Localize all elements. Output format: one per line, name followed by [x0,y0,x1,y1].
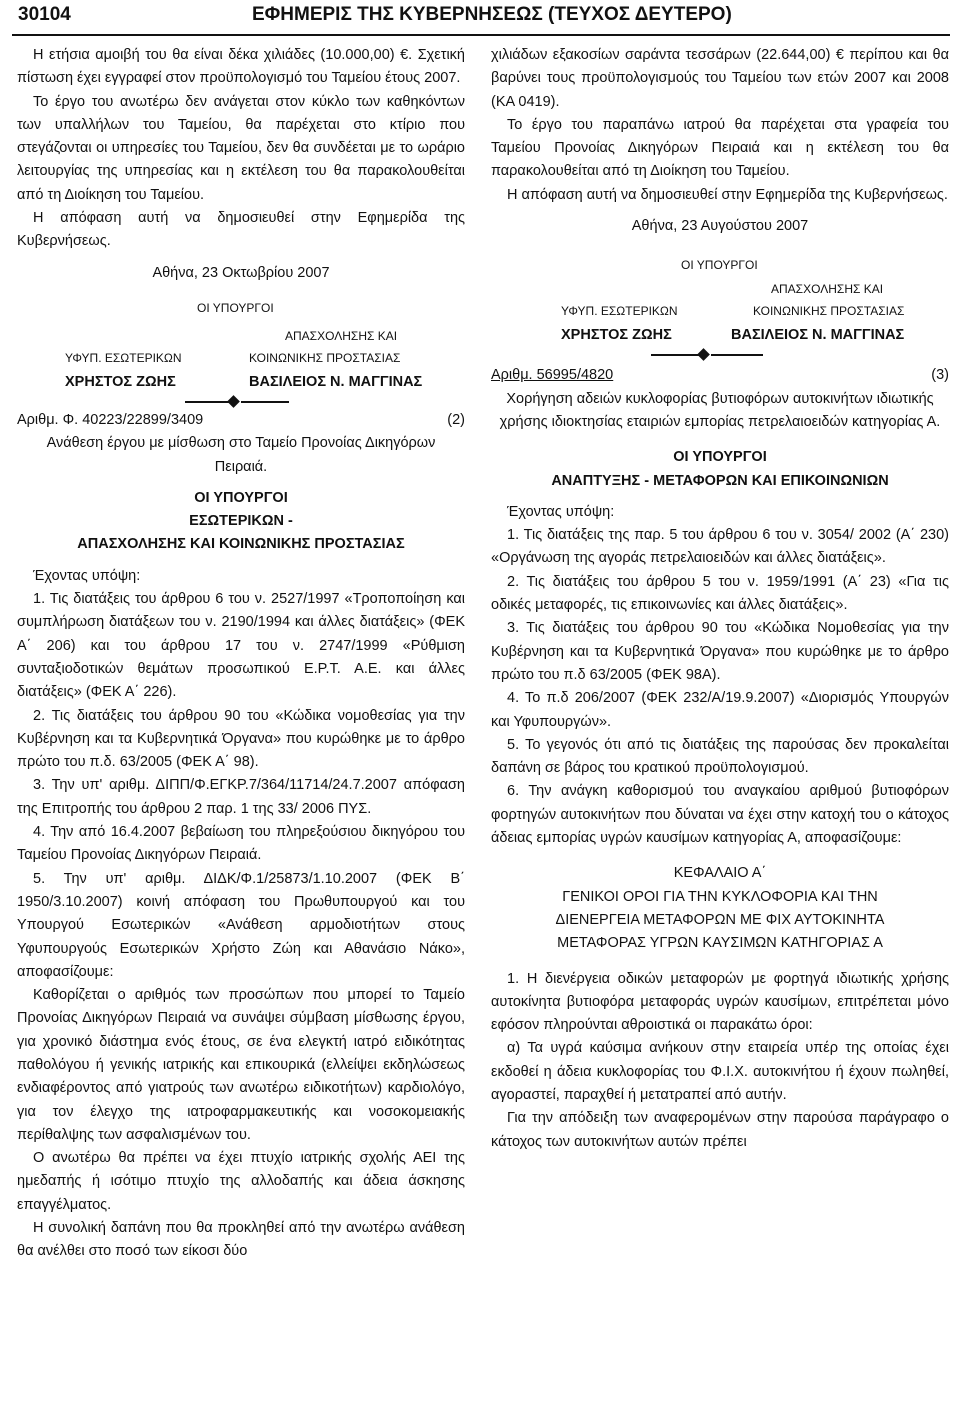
list-item: 5. Την υπ' αριθμ. ΔΙΔΚ/Φ.1/25873/1.10.2007 (ΦΕΚ Β΄ 1950/3.10.2007) κοινή απόφαση του Πρωθυπουργού και του Υπουργού Εσωτερικών «Ανάθεση αρμοδιοτήτων στους Υφυπουργούς Εσωτερικών Χρήστο Ζώη και Αθανάσιο Νάκο», αποφασίζουμε: [17,870,465,980]
heading: ΑΝΑΠΤΥΞΗΣ - ΜΕΤΑΦΟΡΩΝ ΚΑΙ ΕΠΙΚΟΙΝΩΝΙΩΝ [551,472,889,489]
signing-date: Αθήνα, 23 Αυγούστου 2007 [631,218,809,235]
decision-title: Χορήγηση αδειών κυκλοφορίας βυτιοφόρων αυτοκινήτων ιδιωτικής χρήσης ιδιοκτησίας εταιριών εμπορίας πετρελαιοειδών κατηγορίας Α. [499,390,941,430]
right-column [491,44,949,1154]
chapter-title: ΓΕΝΙΚΟΙ ΟΡΟΙ ΓΙΑ ΤΗΝ ΚΥΚΛΟΦΟΡΙΑ ΚΑΙ ΤΗΝ [562,888,878,905]
ministry-label: ΥΦΥΠ. ΕΣΩΤΕΡΙΚΩΝ [65,350,182,365]
list-item: 2. Τις διατάξεις του άρθρου 5 του ν. 1959/1991 (Α΄ 23) «Για τις οδικές μεταφορές, τις επικοινωνίες και άλλες διατάξεις». [491,573,949,614]
having-regard: Έχοντας υπόψη: [33,567,141,584]
heading: ΑΠΑΣΧΟΛΗΣΗΣ ΚΑΙ ΚΟΙΝΩΝΙΚΗΣ ΠΡΟΣΤΑΣΙΑΣ [77,536,405,553]
decision-number-row [17,409,465,432]
signature-block [491,238,949,346]
list-item: 5. Το γεγονός ότι από τις διατάξεις της παρούσας δεν προκαλείται δαπάνη σε βάρος του κρατικού προϋπολογισμού. [491,736,949,777]
signing-date: Αθήνα, 23 Οκτωβρίου 2007 [152,264,330,281]
list-item: 3. Τις διατάξεις του άρθρου 90 του «Κώδικα Νομοθεσίας για την Κυβέρνηση και τα Κυβερνητικά Όργανα» που κυρώθηκε με το άρθρο πρώτο του π.δ 63/2005 (ΦΕΚ 98Α). [491,620,949,683]
signatory-name: ΒΑΣΙΛΕΙΟΣ Ν. ΜΑΓΓΙΝΑΣ [731,327,905,344]
list-item: 3. Την υπ' αριθμ. ΔΙΠΠ/Φ.ΕΓΚΡ.7/364/11714/24.7.2007 απόφαση της Επιτροπής του άρθρου 2 παρ. 1 της 33/ 2006 ΠΥΣ. [17,777,465,817]
paragraph: Ο ανωτέρω θα πρέπει να έχει πτυχίο ιατρικής σχολής ΑΕΙ της ημεδαπής ή ισότιμο πτυχίο της αλλοδαπής και άδεια άσκησης επαγγέλματος. [17,1150,465,1213]
section-divider [491,346,949,364]
heading: ΕΣΩΤΕΡΙΚΩΝ - [189,513,293,530]
gazette-title: ΕΦΗΜΕΡΙΣ ΤΗΣ ΚΥΒΕΡΝΗΣΕΩΣ (ΤΕΥΧΟΣ ΔΕΥΤΕΡΟ) [252,4,732,25]
signatory-name: ΒΑΣΙΛΕΙΟΣ Ν. ΜΑΓΓΙΝΑΣ [249,373,423,390]
decision-number: Αριθμ. Φ. 40223/22899/3409 [17,411,204,428]
ministry-label: ΥΦΥΠ. ΕΣΩΤΕΡΙΚΩΝ [561,304,678,319]
paragraph: Η απόφαση αυτή να δημοσιευθεί στην Εφημερίδα της Κυβερνήσεως. [17,210,465,250]
section-divider [17,389,465,409]
signatories-label: ΟΙ ΥΠΟΥΡΓΟΙ [681,258,758,273]
ministry-label: ΚΟΙΝΩΝΙΚΗΣ ΠΡΟΣΤΑΣΙΑΣ [249,350,401,365]
signature-block [17,285,465,389]
decision-index: (2) [447,411,465,428]
list-item: 1. Τις διατάξεις του άρθρου 6 του ν. 2527/1997 «Τροποποίηση και συμπλήρωση διατάξεων του ν. 2190/1994 και άλλες διατάξεις» (ΦΕΚ Α΄ 206) και του άρθρου 17 του ν. 2747/1999 «Ρύθμιση συνταξιοδοτικών θεμάτων προσωπικού Ε.Ρ.Τ. Α.Ε. και άλλες διατάξεις» (ΦΕΚ Α΄ 226). [17,591,465,701]
decision-number-row [491,364,949,387]
signatory-name: ΧΡΗΣΤΟΣ ΖΩΗΣ [561,327,672,344]
paragraph: χιλιάδων εξακοσίων σαράντα τεσσάρων (22.644,00) € περίπου και θα βαρύνει τους προϋπολογισμούς του Ταμείου των ετών 2007 και 2008 (ΚΑ 0419). [491,47,949,110]
article-paragraph: Για την απόδειξη των αναφερομένων στην παρούσα παράγραφο ο κάτοχος των αυτοκινήτων αυτών πρέπει [491,1110,949,1150]
having-regard: Έχοντας υπόψη: [507,503,615,520]
article-paragraph: 1. Η διενέργεια οδικών μεταφορών με φορτηγά ιδιωτικής χρήσης αυτοκίνητα βυτιοφόρα μεταφοράς υγρών καυσίμων, επιτρέπεται μόνο εφόσον πληρούνται αθροιστικά οι παρακάτω όροι: [491,970,949,1034]
chapter-title: ΜΕΤΑΦΟΡΑΣ ΥΓΡΩΝ ΚΑΥΣΙΜΩΝ ΚΑΤΗΓΟΡΙΑΣ Α [557,935,883,952]
list-item: 2. Τις διατάξεις του άρθρου 90 του «Κώδικα νομοθεσίας για την Κυβέρνηση και τα Κυβερνητικά Όργανα» που κυρώθηκε με το άρθρο πρώτο του π.δ. 63/2005 (ΦΕΚ Α΄ 98). [17,707,465,771]
left-column [17,44,465,1264]
paragraph: Η ετήσια αμοιβή του θα είναι δέκα χιλιάδες (10.000,00) €. Σχετική πίστωση έχει εγγραφεί στον προϋπολογισμό του Ταμείου έτους 2007. [17,47,465,87]
decision-title: Ανάθεση έργου με μίσθωση στο Ταμείο Προνοίας Δικηγόρων Πειραιά. [46,435,436,475]
paragraph: Καθορίζεται ο αριθμός των προσώπων που μπορεί το Ταμείο Προνοίας Δικηγόρων Πειραιά να συνάψει σύμβαση μίσθωσης έργου, για χρονικό διάστημα ενός έτους, σε ένα ελεγκτή ιατρό ειδικότητας παθολόγου ή γενικής ιατρικής και επικουρικά (ελλείψει εκδηλώσεως ενδιαφέροντος από γιατρούς των ανωτέρω ειδικοτήτων) καρδιολόγο, για τον έλεγχο της ιατροφαρμακευτικής και νοσοκομειακής περίθαλψης των ασφαλισμένων του. [17,987,465,1143]
ministry-label: ΚΟΙΝΩΝΙΚΗΣ ΠΡΟΣΤΑΣΙΑΣ [753,304,905,319]
paragraph: Το έργο του παραπάνω ιατρού θα παρέχεται στα γραφεία του Ταμείου Προνοίας Δικηγόρων Πειραιά και η εκτέλεση του θα παρακολουθείται από τη Διοίκηση του Ταμείου. [491,116,949,180]
chapter-number: ΚΕΦΑΛΑΙΟ Α΄ [673,865,767,882]
chapter-title: ΔΙΕΝΕΡΓΕΙΑ ΜΕΤΑΦΟΡΩΝ ΜΕ ΦΙΧ ΑΥΤΟΚΙΝΗΤΑ [555,911,885,928]
ministry-label: ΑΠΑΣΧΟΛΗΣΗΣ ΚΑΙ [771,282,884,297]
paragraph: Η συνολική δαπάνη που θα προκληθεί από την ανωτέρω ανάθεση θα ανέλθει στο ποσό των είκοσι δύο [17,1220,465,1260]
list-item: 6. Την ανάγκη καθορισμού του αναγκαίου αριθμού βυτιοφόρων φορτηγών αυτοκινήτων που δύναται να έχει στην κατοχή του ο κάτοχος άδειας εμπορίας υγρών καυσίμων κατηγορίας Α, αποφασίζουμε: [491,783,949,847]
paragraph: Το έργο του ανωτέρω δεν ανάγεται στον κύκλο των καθηκόντων των υπαλλήλων του Ταμείου, θα παρέχεται στο κτίριο που στεγάζονται οι υπηρεσίες του Ταμείου, δεν θα συνδέεται με το ωράριο λειτουργίας της υπηρεσίας και η εκτέλεση του θα παρακολουθείται από τη Διοίκηση του Ταμείου. [17,93,465,203]
ministry-label: ΑΠΑΣΧΟΛΗΣΗΣ ΚΑΙ [285,328,398,343]
decision-index: (3) [931,367,949,384]
heading: ΟΙ ΥΠΟΥΡΓΟΙ [194,489,288,506]
signatories-label: ΟΙ ΥΠΟΥΡΓΟΙ [197,300,274,315]
heading: ΟΙ ΥΠΟΥΡΓΟΙ [673,449,767,466]
page-header [12,0,950,36]
signatory-name: ΧΡΗΣΤΟΣ ΖΩΗΣ [65,373,176,390]
page-number: 30104 [18,4,71,25]
list-item: 4. Το π.δ 206/2007 (ΦΕΚ 232/Α/19.9.2007) «Διορισμός Υπουργών και Υφυπουργών». [491,690,949,730]
list-item: 1. Τις διατάξεις της παρ. 5 του άρθρου 6 του ν. 3054/ 2002 (Α΄ 230) «Οργάνωση της αγοράς πετρελαιοειδών και άλλες διατάξεις». [491,527,949,567]
decision-number: Αριθμ. 56995/4820 [491,367,614,384]
article-paragraph: α) Τα υγρά καύσιμα ανήκουν στην εταιρεία υπέρ της οποίας έχει εκδοθεί η άδεια κυκλοφορίας του Φ.Ι.Χ. αυτοκινήτου ή έχουν πωληθεί, αγοραστεί, παραχθεί ή μετατραπεί από αυτήν. [491,1040,949,1103]
paragraph: Η απόφαση αυτή να δημοσιευθεί στην Εφημερίδα της Κυβερνήσεως. [507,186,948,203]
list-item: 4. Την από 16.4.2007 βεβαίωση του πληρεξούσιου δικηγόρου του Ταμείου Προνοίας Δικηγόρων Πειραιά. [17,824,465,864]
